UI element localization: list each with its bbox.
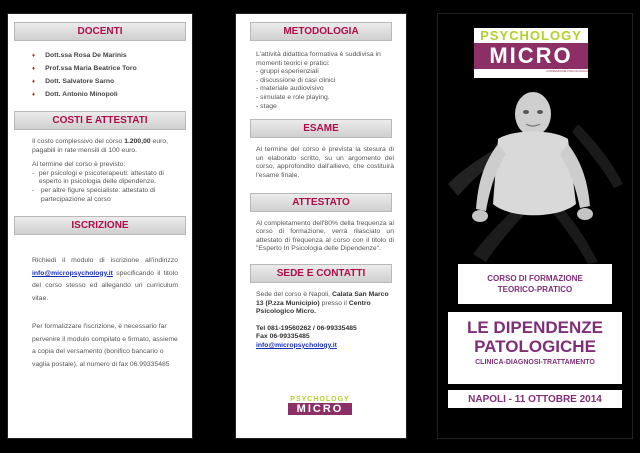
cover-panel	[438, 14, 632, 438]
title-line-2: PATOLOGICHE	[474, 337, 596, 356]
attestato-header: ATTESTATO	[250, 193, 392, 212]
sede-fax: Fax 06-99335485	[256, 333, 310, 341]
cover-subtitle: CLINICA-DIAGNOSI-TRATTAMENTO	[475, 359, 595, 366]
cover-figure-illustration	[438, 84, 632, 264]
metodologia-list: - gruppi esperienziali - discussione di casi clinici - materiale audiovisivo - simulate e role playing. - stage	[256, 68, 336, 110]
bullet-icon: ♦	[32, 52, 36, 59]
bullet-icon: ♦	[32, 78, 36, 85]
docenti-list	[32, 49, 180, 101]
costi-text: Il costo complessivo del corso 1.200,00 euro, pagabili in rate mensili di 100 euro.	[32, 138, 169, 154]
sede-header: SEDE E CONTATTI	[250, 264, 392, 283]
course-box: CORSO DI FORMAZIONE TEORICO-PRATICO	[458, 264, 612, 304]
esame-header: ESAME	[250, 119, 392, 138]
attestato-text: Al completamento dell'80% della frequenza al corso di formazione, verrà rilasciato un attestato di frequenza al corso con il titolo di "Esperto In Psicologia delle Dipendenze".	[256, 219, 394, 253]
metodologia-intro: L'attività didattica formativa è suddivisa in momenti teorici e pratici:	[256, 51, 381, 67]
iscrizione-header: ISCRIZIONE	[14, 216, 186, 235]
iscrizione-text: Richiedi il modulo di iscrizione all'indirizzo info@micropsychology.it specificando il titolo del corso stesso ed allegando un curriculum vitae.	[32, 257, 178, 302]
docente-item: ♦ Dott. Antonio Minopoli	[32, 91, 118, 98]
title-line-1: LE DIPENDENZE	[466, 318, 604, 337]
costi-intro: Al termine del corso è previsto:	[32, 161, 126, 169]
sede-email-link[interactable]: info@micropsychology.it	[256, 341, 337, 349]
docenti-header: DOCENTI	[14, 22, 186, 41]
sede-text: Sede del corso è Napoli, Calata San Marco 13 (P.zza Municipio) presso il Centro Psicologico Micro.	[256, 290, 389, 316]
small-logo: PSYCHOLOGY MICRO	[288, 396, 352, 422]
left-panel	[8, 14, 192, 438]
title-box	[448, 312, 622, 384]
costi-header: COSTI E ATTESTATI	[14, 111, 186, 130]
bullet-icon: ♦	[32, 65, 36, 72]
sede-tel: Tel 081-19560262 / 06-99335485	[256, 324, 357, 332]
middle-panel	[236, 14, 406, 438]
email-link[interactable]: info@micropsychology.it	[32, 269, 113, 277]
bullet-icon: ♦	[32, 91, 36, 98]
docente-item: ♦ Dott. Salvatore Sarno	[32, 78, 115, 85]
docente-item: ♦ Dott.ssa Rosa De Marinis	[32, 52, 127, 59]
costi-bullets: - per psicologi e psicoterapeuti: attestato di esperto in psicologia delle dipendenze. - per altre figure specialiste: attestato di partecipazione al corso	[32, 169, 164, 203]
esame-text: Al termine del corso è prevista la stesura di un elaborato scritto, su un argomento del corso, approfondito dall'allievo, che costituirà l'esame finale.	[256, 146, 394, 179]
cover-date: NAPOLI - 11 OTTOBRE 2014	[468, 393, 602, 405]
main-logo: PSYCHOLOGY MICRO FORMAZIONE PSICOLOGICA	[474, 28, 588, 78]
metodologia-header: METODOLOGIA	[250, 22, 392, 41]
date-box	[448, 390, 622, 408]
docente-item: ♦ Prof.ssa Maria Beatrice Toro	[32, 65, 137, 72]
iscrizione-text-2: Per formalizzare l'iscrizione, è necessario far pervenire il modulo compilato e firmato, assieme a copia del versamento (bonifico bancario o vaglia postale), al numero di fax 06.99335485	[32, 323, 178, 368]
